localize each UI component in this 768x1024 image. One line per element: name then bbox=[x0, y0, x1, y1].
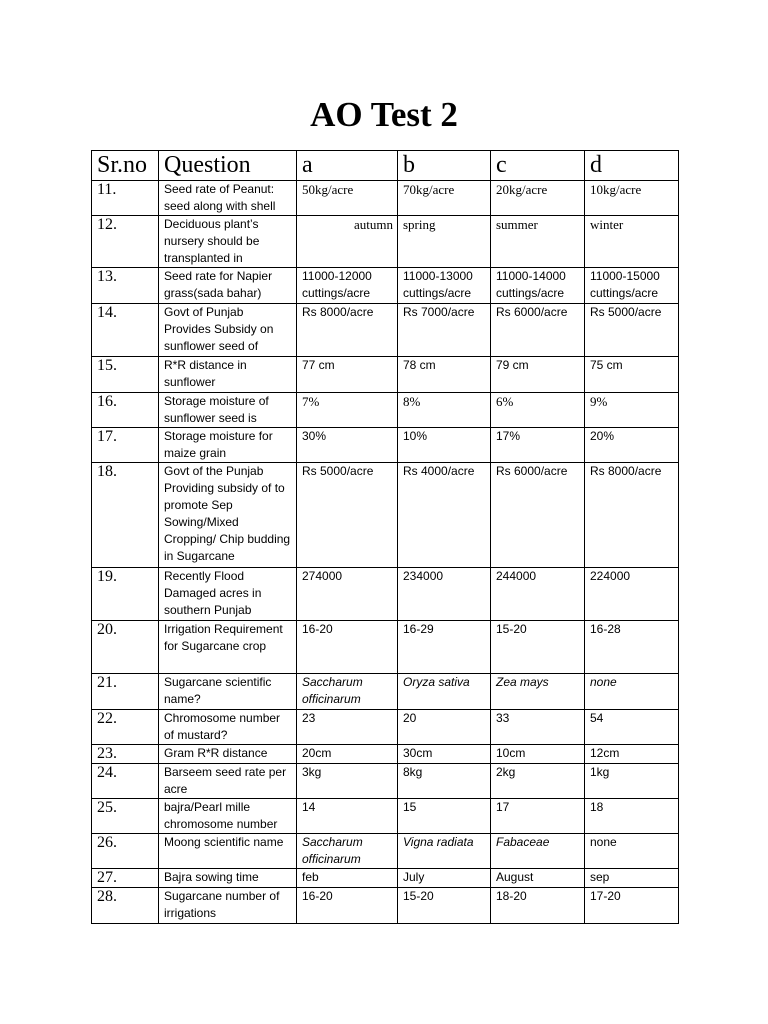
option-d: 20% bbox=[585, 428, 679, 463]
option-b: Oryza sativa bbox=[398, 674, 491, 710]
table-row bbox=[92, 621, 679, 674]
row-number: 18. bbox=[92, 463, 159, 568]
question-text: Recently Flood Damaged acres in southern Punjab bbox=[159, 568, 297, 621]
table-row bbox=[92, 393, 679, 428]
option-b: 11000-13000 cuttings/acre bbox=[398, 268, 491, 304]
table-row bbox=[92, 745, 679, 764]
row-number: 12. bbox=[92, 216, 159, 268]
table-row bbox=[92, 674, 679, 710]
option-b: 234000 bbox=[398, 568, 491, 621]
option-d: 18 bbox=[585, 799, 679, 834]
option-a: 23 bbox=[297, 710, 398, 745]
row-number: 23. bbox=[92, 745, 159, 764]
header-srno: Sr.no bbox=[92, 151, 159, 181]
row-number: 14. bbox=[92, 304, 159, 357]
option-d: Rs 5000/acre bbox=[585, 304, 679, 357]
header-option-c: c bbox=[491, 151, 585, 181]
row-number: 24. bbox=[92, 764, 159, 799]
option-d: none bbox=[585, 834, 679, 869]
option-a: 20cm bbox=[297, 745, 398, 764]
question-text: Bajra sowing time bbox=[159, 869, 297, 888]
option-a: feb bbox=[297, 869, 398, 888]
option-c: Fabaceae bbox=[491, 834, 585, 869]
row-number: 19. bbox=[92, 568, 159, 621]
row-number: 15. bbox=[92, 357, 159, 393]
option-a: Saccharum officinarum bbox=[297, 834, 398, 869]
question-text: Storage moisture for maize grain bbox=[159, 428, 297, 463]
option-c: 18-20 bbox=[491, 888, 585, 924]
option-d: 16-28 bbox=[585, 621, 679, 674]
question-text: Irrigation Requirement for Sugarcane crop bbox=[159, 621, 297, 674]
table-row bbox=[92, 799, 679, 834]
option-c: 15-20 bbox=[491, 621, 585, 674]
option-b: 70kg/acre bbox=[398, 181, 491, 216]
row-number: 28. bbox=[92, 888, 159, 924]
option-d: 75 cm bbox=[585, 357, 679, 393]
option-c: 6% bbox=[491, 393, 585, 428]
option-a: 30% bbox=[297, 428, 398, 463]
table-row bbox=[92, 764, 679, 799]
row-number: 11. bbox=[92, 181, 159, 216]
question-table bbox=[91, 150, 679, 924]
table-row bbox=[92, 568, 679, 621]
table-row bbox=[92, 357, 679, 393]
option-c: 244000 bbox=[491, 568, 585, 621]
option-a: 3kg bbox=[297, 764, 398, 799]
question-text: Seed rate of Peanut: seed along with shell bbox=[159, 181, 297, 216]
option-d: 10kg/acre bbox=[585, 181, 679, 216]
header-option-d: d bbox=[585, 151, 679, 181]
option-c: 10cm bbox=[491, 745, 585, 764]
row-number: 26. bbox=[92, 834, 159, 869]
row-number: 13. bbox=[92, 268, 159, 304]
option-c: 17 bbox=[491, 799, 585, 834]
option-a: 77 cm bbox=[297, 357, 398, 393]
table-row bbox=[92, 428, 679, 463]
table-row bbox=[92, 834, 679, 869]
option-d: 224000 bbox=[585, 568, 679, 621]
option-a: 274000 bbox=[297, 568, 398, 621]
header-option-b: b bbox=[398, 151, 491, 181]
option-c: 79 cm bbox=[491, 357, 585, 393]
option-a: Rs 5000/acre bbox=[297, 463, 398, 568]
row-number: 27. bbox=[92, 869, 159, 888]
row-number: 25. bbox=[92, 799, 159, 834]
header-option-a: a bbox=[297, 151, 398, 181]
table-row bbox=[92, 710, 679, 745]
option-b: Rs 7000/acre bbox=[398, 304, 491, 357]
row-number: 22. bbox=[92, 710, 159, 745]
question-text: Moong scientific name bbox=[159, 834, 297, 869]
option-d: 54 bbox=[585, 710, 679, 745]
option-c: summer bbox=[491, 216, 585, 268]
question-text: Govt of Punjab Provides Subsidy on sunflower seed of bbox=[159, 304, 297, 357]
option-b: 30cm bbox=[398, 745, 491, 764]
row-number: 16. bbox=[92, 393, 159, 428]
option-d: Rs 8000/acre bbox=[585, 463, 679, 568]
table-row bbox=[92, 216, 679, 268]
question-text: bajra/Pearl mille chromosome number bbox=[159, 799, 297, 834]
option-a: Saccharum officinarum bbox=[297, 674, 398, 710]
table-row bbox=[92, 268, 679, 304]
option-b: 15 bbox=[398, 799, 491, 834]
header-row bbox=[92, 151, 679, 181]
question-text: R*R distance in sunflower bbox=[159, 357, 297, 393]
option-b: 16-29 bbox=[398, 621, 491, 674]
option-c: Zea mays bbox=[491, 674, 585, 710]
option-c: August bbox=[491, 869, 585, 888]
option-b: 78 cm bbox=[398, 357, 491, 393]
option-a: 14 bbox=[297, 799, 398, 834]
row-number: 20. bbox=[92, 621, 159, 674]
question-text: Storage moisture of sunflower seed is bbox=[159, 393, 297, 428]
option-b: Vigna radiata bbox=[398, 834, 491, 869]
option-c: 20kg/acre bbox=[491, 181, 585, 216]
option-a: Rs 8000/acre bbox=[297, 304, 398, 357]
question-text: Chromosome number of mustard? bbox=[159, 710, 297, 745]
option-d: 1kg bbox=[585, 764, 679, 799]
question-text: Barseem seed rate per acre bbox=[159, 764, 297, 799]
option-c: 2kg bbox=[491, 764, 585, 799]
table-row bbox=[92, 869, 679, 888]
question-text: Sugarcane number of irrigations bbox=[159, 888, 297, 924]
option-a: 11000-12000 cuttings/acre bbox=[297, 268, 398, 304]
option-d: none bbox=[585, 674, 679, 710]
option-c: Rs 6000/acre bbox=[491, 463, 585, 568]
option-c: 33 bbox=[491, 710, 585, 745]
option-b: 8% bbox=[398, 393, 491, 428]
option-c: Rs 6000/acre bbox=[491, 304, 585, 357]
page-title: AO Test 2 bbox=[310, 95, 458, 134]
option-c: 17% bbox=[491, 428, 585, 463]
row-number: 17. bbox=[92, 428, 159, 463]
option-d: 12cm bbox=[585, 745, 679, 764]
table-row bbox=[92, 888, 679, 924]
option-b: 8kg bbox=[398, 764, 491, 799]
option-d: winter bbox=[585, 216, 679, 268]
option-b: 20 bbox=[398, 710, 491, 745]
option-a: 16-20 bbox=[297, 621, 398, 674]
option-b: Rs 4000/acre bbox=[398, 463, 491, 568]
question-text: Deciduous plant’s nursery should be transplanted in bbox=[159, 216, 297, 268]
option-a: autumn bbox=[297, 216, 398, 268]
option-a: 50kg/acre bbox=[297, 181, 398, 216]
row-number: 21. bbox=[92, 674, 159, 710]
table-row bbox=[92, 463, 679, 568]
table-row bbox=[92, 304, 679, 357]
option-d: 17-20 bbox=[585, 888, 679, 924]
option-c: 11000-14000 cuttings/acre bbox=[491, 268, 585, 304]
question-text: Seed rate for Napier grass(sada bahar) bbox=[159, 268, 297, 304]
option-b: 10% bbox=[398, 428, 491, 463]
option-a: 16-20 bbox=[297, 888, 398, 924]
option-b: spring bbox=[398, 216, 491, 268]
table-row bbox=[92, 181, 679, 216]
header-question: Question bbox=[159, 151, 297, 181]
question-text: Govt of the Punjab Providing subsidy of to promote Sep Sowing/Mixed Cropping/ Chip budding in Sugarcane bbox=[159, 463, 297, 568]
option-a: 7% bbox=[297, 393, 398, 428]
option-b: 15-20 bbox=[398, 888, 491, 924]
option-b: July bbox=[398, 869, 491, 888]
option-d: sep bbox=[585, 869, 679, 888]
question-text: Gram R*R distance bbox=[159, 745, 297, 764]
option-d: 11000-15000 cuttings/acre bbox=[585, 268, 679, 304]
option-d: 9% bbox=[585, 393, 679, 428]
question-text: Sugarcane scientific name? bbox=[159, 674, 297, 710]
